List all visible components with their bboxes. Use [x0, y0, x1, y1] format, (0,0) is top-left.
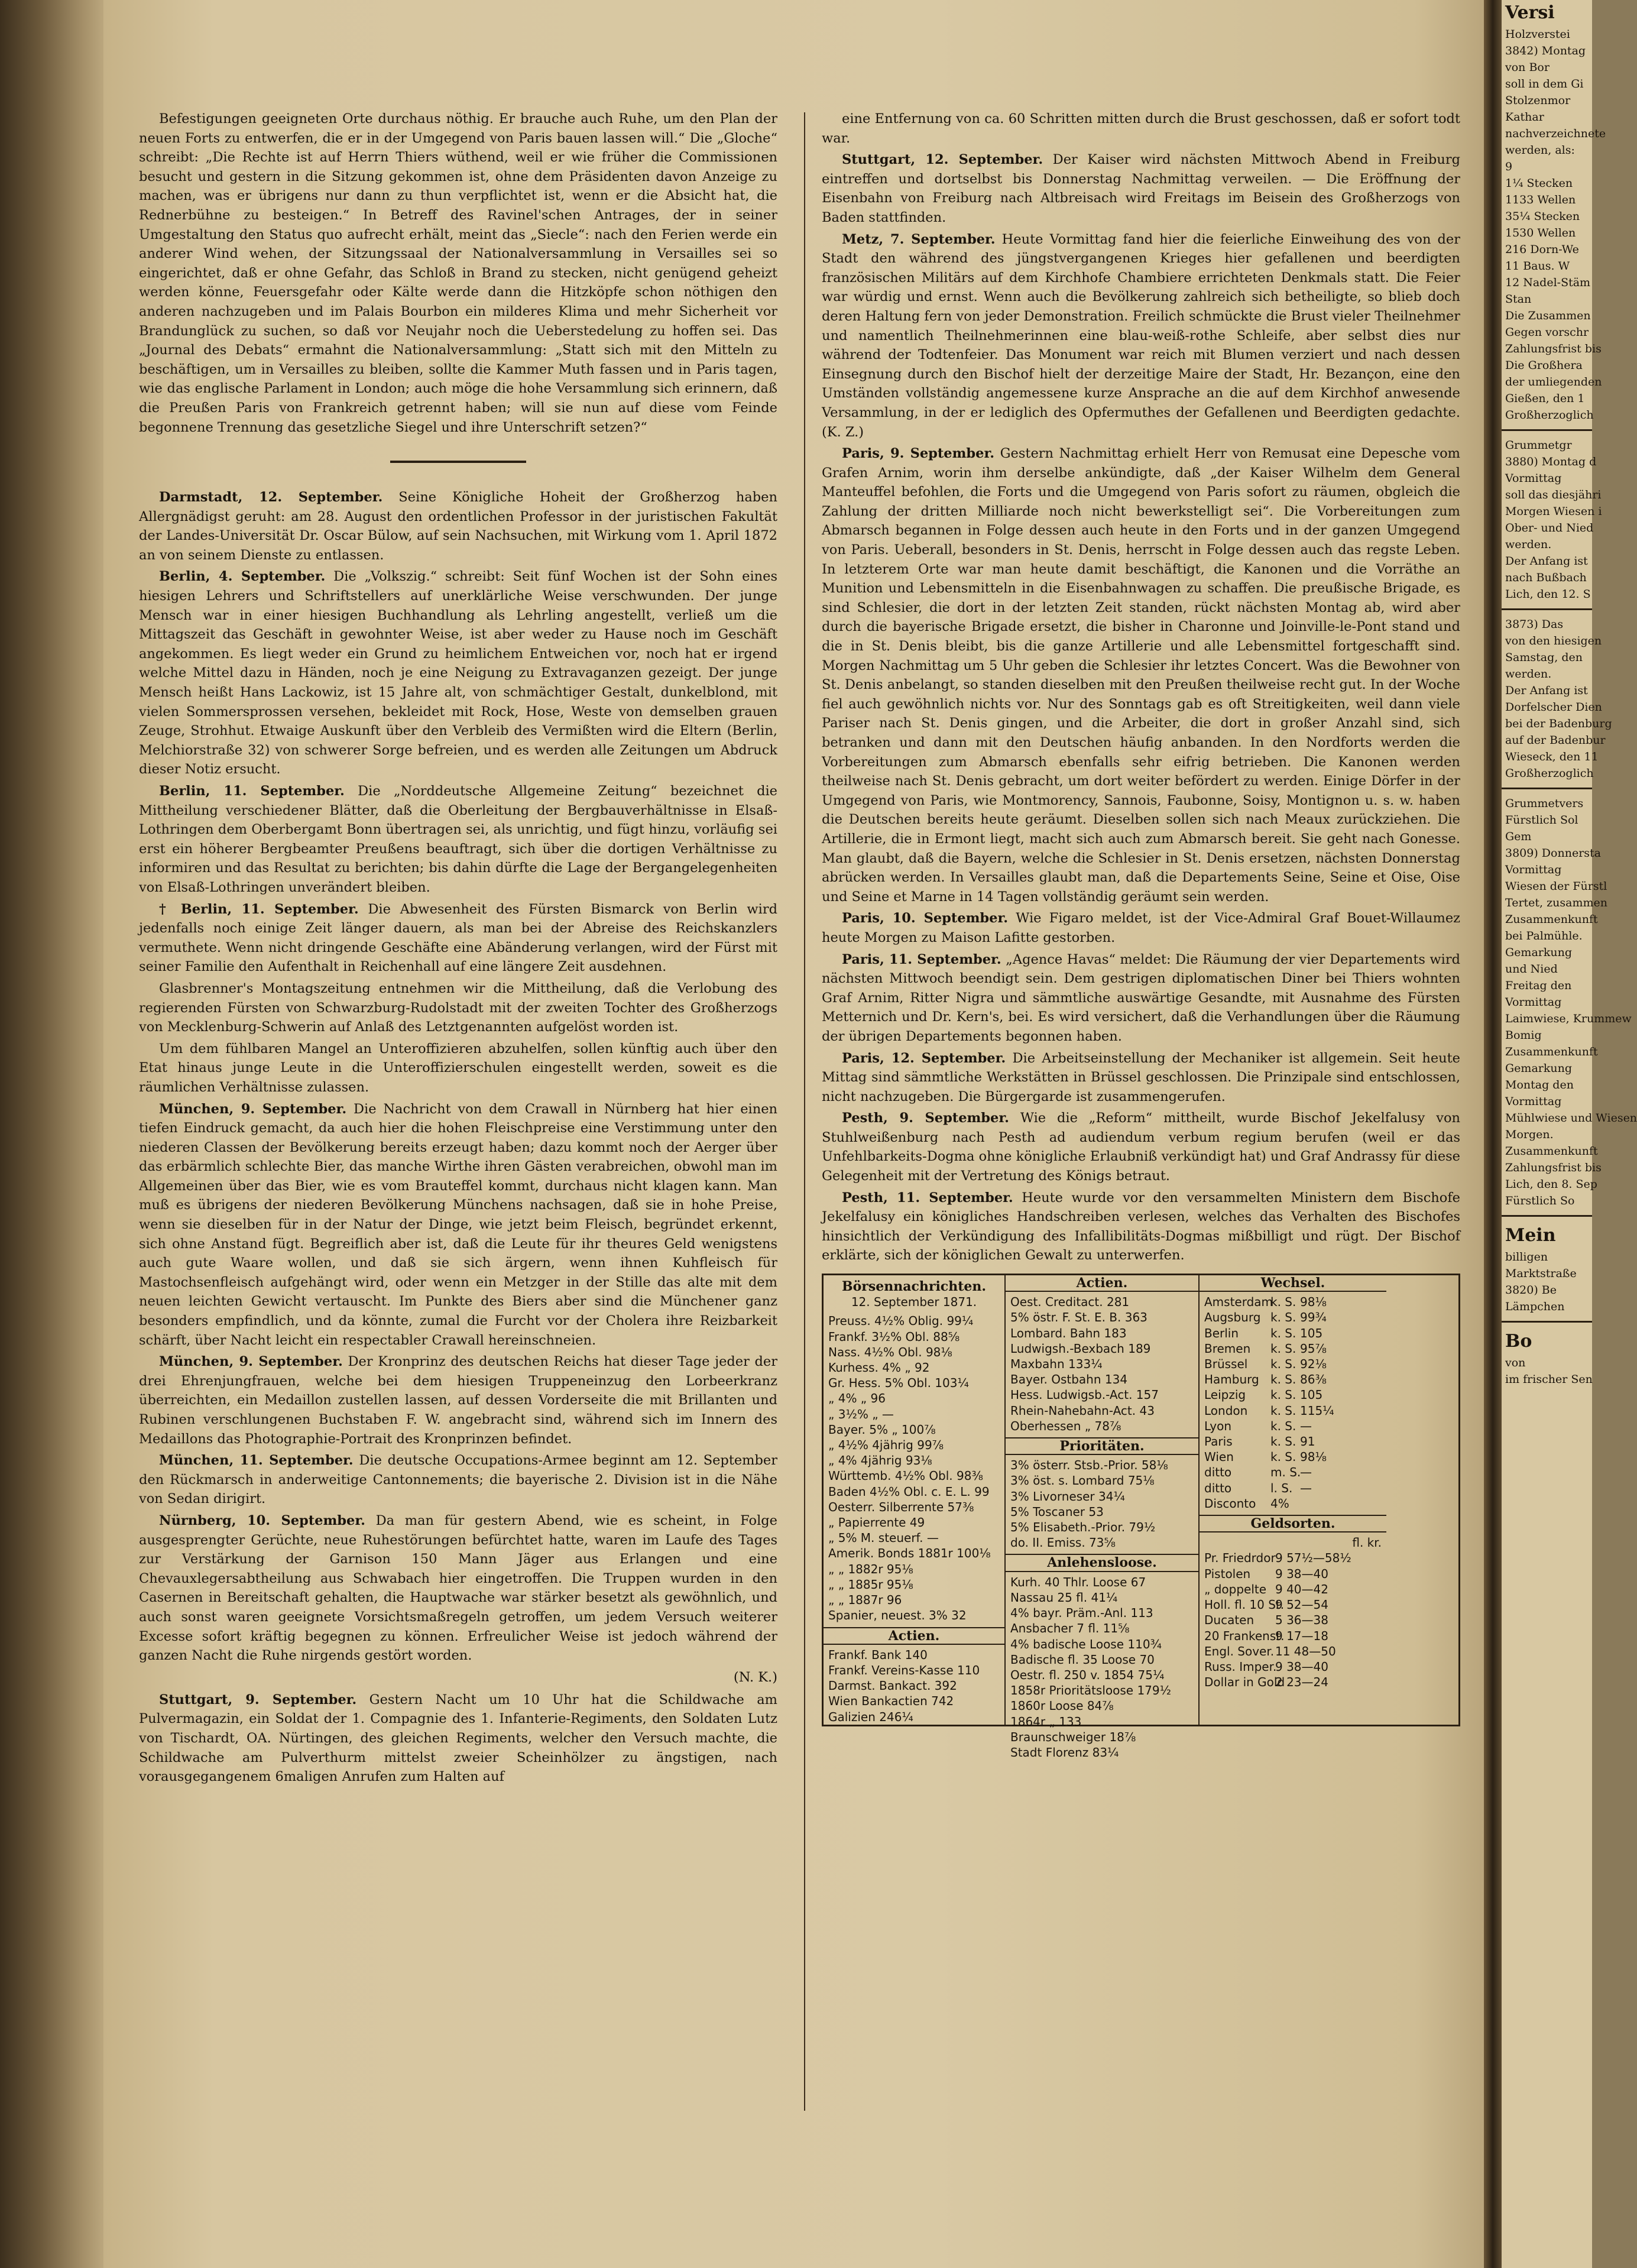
market-row: [1204, 1372, 1382, 1387]
market-row: [1204, 1387, 1382, 1402]
market-cell: 98⅛: [1300, 1450, 1327, 1465]
adjacent-page-text: Wiesen der Fürstl: [1505, 880, 1607, 893]
market-cell: 91: [1300, 1434, 1315, 1449]
market-row: 5% östr. F. St. E. B. 363: [1010, 1310, 1147, 1325]
market-cell: Paris: [1204, 1434, 1233, 1449]
market-cell: —: [1300, 1480, 1312, 1495]
adjacent-page-fragment: [1502, 0, 1637, 2268]
market-cell: Lyon: [1204, 1418, 1232, 1433]
market-cell: ditto: [1204, 1465, 1232, 1480]
market-cell: 4%: [1270, 1496, 1289, 1511]
adjacent-page-text: werden.: [1505, 538, 1552, 551]
market-cell: 105: [1300, 1326, 1323, 1340]
adjacent-page-text: Vormittag: [1505, 472, 1562, 485]
market-row: 3% öst. s. Lombard 75⅛: [1010, 1473, 1155, 1488]
market-row: [1204, 1480, 1382, 1496]
market-row: Braunschweiger 18⅞: [1010, 1729, 1136, 1744]
article-dateline: München, 9. September.: [159, 1101, 347, 1117]
article-text: Heute wurde vor den versammelten Ministern dem Bischofe Jekelfalusy ein königliches Handschreiben verlesen, welches das Verhalten des Bischofes hinsichtlich der Verkündigung des Infallibilitäts-Dogmas mißbilligt und rügt. Der Bischof erklärte, sich der königlichen Gewalt zu unterwerfen.: [822, 1190, 1460, 1263]
market-cell: Amsterdam: [1204, 1295, 1273, 1310]
market-row: [1204, 1550, 1382, 1566]
market-cell: Disconto: [1204, 1496, 1256, 1511]
market-cell: Engl. Sover.: [1204, 1644, 1275, 1658]
adjacent-page-text: werden, als:: [1505, 144, 1575, 157]
adjacent-page-text: Stan: [1505, 293, 1532, 306]
market-row: Bayer. 5% „ 100⅞: [828, 1422, 936, 1437]
market-row: Lombard. Bahn 183: [1010, 1326, 1127, 1340]
market-row: Frankf. Vereins-Kasse 110: [828, 1663, 980, 1677]
article-dateline: Nürnberg, 10. September.: [159, 1512, 365, 1528]
article-paragraph: [139, 1511, 777, 1666]
market-cell: 98⅛: [1300, 1295, 1327, 1310]
market-heading-actien: Actien.: [824, 1627, 1004, 1645]
market-row: [1204, 1566, 1382, 1582]
article-text: Gestern Nachmittag erhielt Herr von Remusat eine Depesche vom Grafen Arnim, worin ihm derselbe ankündigte, daß „der Kaiser Wilhelm dem General Manteuffel befohlen, die Forts und die Umgegend von Paris sofort zu räumen, obgleich die Zahlung der dritten Milliarde noch nicht bewerkstelligt sei“. Die Vorbereitungen zum Abmarsch begannen in Folge dessen auch heute in den Forts und in der ganzen Umgegend von Paris. Ueberall, besonders in St. Denis, herrscht in Folge dessen auch das regste Leben. In letzterem Orte war man heute damit beschäftigt, die Kanonen und die Vorräthe an Munition und Lebensmitteln in die Eisenbahnwagen zu schaffen. Die preußische Brigade, es sind Schlesier, die dort in der letzten Zeit standen, rückt nächsten Montag ab, wird aber durch die bayerische Brigade ersetzt, die bisher in Charonne und Joinville-le-Pont stand und die in St. Denis bleibt, bis die ganze Artillerie und alle Lebensmittel fortgeschafft sind. Morgen Nachmittag um 5 Uhr geben die Schlesier ihr letztes Concert. Was die Bewohner von St. Denis anbelangt, so standen dieselben mit den Preußen theilweise recht gut. In der Woche fiel auch gewöhnlich nichts vor. Nur des Sonntags gab es oft Streitigkeiten, weil dann viele Pariser nach St. Denis gingen, und die Arbeiter, die dort in großer Anzahl sind, sich betranken und dann mit den Deutschen häufig anbanden. In den Nordforts werden die Vorbereitungen zum Abmarsch ebenfalls sehr eifrig betrieben. Die Kanonen werden theilweise nach St. Denis gebracht, um dort weiter befördert zu werden. Einige Dörfer in der Umgegend von Paris, wie Montmorency, Sannois, Faubonne, Soisy, Montignon u. s. w. haben die Deutschen bereits heute geräumt. Dieselben sollen sich nach Meaux zurückziehen. Die Artillerie, die in Ermont liegt, macht sich auch zum Abmarsch bereit. Sie geht nach Gonesse. Man glaubt, daß die Bayern, welche die Schlesier in St. Denis ersetzen, nächsten Donnerstag abrücken werden. In Versailles glaubt man, daß die Departements Seine, Seine et Oise, Oise und Seine et Marne in 14 Tagen vollständig geräumt sein werden.: [822, 446, 1461, 905]
article-text: eine Entfernung von ca. 60 Schritten mitten durch die Brust geschossen, daß er sofort todt war.: [822, 111, 1460, 146]
market-cell: k. S.: [1270, 1372, 1296, 1387]
market-row: Frankf. Bank 140: [828, 1647, 928, 1662]
market-cell: 11 48—50: [1275, 1644, 1336, 1658]
market-cell: [1300, 1496, 1365, 1511]
section-separator: [390, 461, 526, 463]
adjacent-page-rule: [1502, 788, 1592, 789]
adjacent-page-text: Bomig: [1505, 1029, 1542, 1042]
adjacent-page-text: Vormittag: [1505, 1095, 1562, 1108]
market-cell: —: [1300, 1465, 1312, 1480]
market-row: [1204, 1628, 1382, 1644]
adjacent-page-text: 35¼ Stecken: [1505, 210, 1580, 223]
adjacent-page-text: und Nied: [1505, 963, 1558, 976]
market-row: 4% bayr. Präm.-Anl. 113: [1010, 1606, 1153, 1621]
adjacent-page-text: soll in dem Gi: [1505, 77, 1584, 90]
market-row: Kurhess. 4% „ 92: [828, 1360, 930, 1375]
article-text: Seine Königliche Hoheit der Großherzog haben Allergnädigst geruht: am 28. August den ordentlichen Professor in der juristischen Fakultät der Landes-Universität Dr. Oscar Bülow, auf sein Nachsuchen, mit Wirkung vom 1. April 1872 an von seinem Dienste zu entlassen.: [139, 490, 777, 563]
article-dateline: Paris, 9. September.: [842, 446, 995, 462]
left-column: [139, 109, 777, 1789]
article-text: Die „Volkszig.“ schreibt: Seit fünf Wochen ist der Sohn eines hiesigen Lehrers und Schriftstellers auf unerklärliche Weise verschwunden. Der junge Mensch war in einer hiesigen Buchhandlung als Lehrling angestellt, verließ um die Mittagszeit das Geschäft in gewohnter Weise, ist aber weder zu Hause noch im Geschäft angekommen. Es liegt weder ein Grund zu heimlichem Entweichen vor, noch hat er irgend welche Mittel dazu in Händen, noch je eine Neigung zu Extravaganzen gezeigt. Der junge Mensch heißt Hans Lackowiz, ist 15 Jahre alt, von schmächtiger Gestalt, dunkelblond, mit vielen Sommersprossen versehen, bekleidet mit Rock, Hose, Weste von demselben grauen Zeuge, Strohhut. Etwaige Auskunft über den Verbleib des Vermißten wird die Eltern (Berlin, Melchiorstraße 32) von schwerer Sorge befreien, und es werden alle Zeitungen um Abdruck dieser Notiz ersucht.: [139, 569, 777, 777]
adjacent-page-rule: [1502, 429, 1592, 431]
book-gutter: [1484, 0, 1502, 2268]
market-row: 1860r Loose 84⅞: [1010, 1699, 1114, 1713]
article-dateline: Paris, 10. September.: [842, 911, 1009, 926]
adjacent-page-text: 1530 Wellen: [1505, 226, 1576, 239]
adjacent-page-text: Freitag den: [1505, 979, 1572, 992]
market-cell: l. S.: [1270, 1480, 1293, 1495]
adjacent-page-text: 12 Nadel-Stäm: [1505, 276, 1591, 289]
market-column-actien: [1006, 1275, 1200, 1760]
adjacent-page-text: Gemarkung: [1505, 1062, 1572, 1075]
adjacent-page-text: Mühlwiese und Wiesen: [1505, 1112, 1637, 1125]
market-row: Darmst. Bankact. 392: [828, 1679, 957, 1693]
adjacent-page-rule: [1502, 1215, 1592, 1217]
adjacent-page-text: Morgen Wiesen i: [1505, 505, 1602, 518]
market-cell: Berlin: [1204, 1326, 1239, 1340]
adjacent-page-text: Der Anfang ist: [1505, 684, 1588, 697]
adjacent-page-text: werden.: [1505, 668, 1552, 681]
market-row: Bayer. Ostbahn 134: [1010, 1372, 1128, 1387]
market-row: [1204, 1612, 1382, 1628]
market-heading-anlehensloose: Anlehensloose.: [1006, 1554, 1198, 1572]
market-row: Baden 4½% Obl. c. E. L. 99: [828, 1484, 990, 1499]
adjacent-page-text: Großherzoglich: [1505, 767, 1594, 780]
adjacent-page-text: Zusammenkunft: [1505, 1045, 1598, 1058]
market-row: 1864r „ 133: [1010, 1714, 1082, 1729]
article-dateline: † Berlin, 11. September.: [159, 901, 359, 917]
adjacent-page-text: Bo: [1505, 1331, 1532, 1352]
adjacent-page-text: von Bor: [1505, 61, 1550, 74]
market-row: [1204, 1326, 1382, 1341]
market-row: Oestr. fl. 250 v. 1854 75¼: [1010, 1667, 1165, 1682]
market-cell: k. S.: [1270, 1310, 1296, 1325]
market-row: „ 4% „ 96: [828, 1391, 886, 1406]
market-row: „ 3½% „ —: [828, 1407, 894, 1421]
market-cell: Pistolen: [1204, 1566, 1251, 1581]
market-row: 4% badische Loose 110¾: [1010, 1637, 1162, 1651]
article-paragraph: [139, 109, 777, 437]
adjacent-page-text: Versi: [1505, 2, 1555, 23]
market-row: Galizien 246¼: [828, 1709, 913, 1724]
market-row: [1204, 1449, 1382, 1465]
market-row: Hess. Ludwigsb.-Act. 157: [1010, 1388, 1159, 1402]
adjacent-page-text: Grummetvers: [1505, 797, 1584, 810]
adjacent-page-text: Mein: [1505, 1225, 1556, 1246]
market-row: Oberhessen „ 78⅞: [1010, 1418, 1121, 1433]
adjacent-page-text: auf der Badenbur: [1505, 734, 1606, 747]
article-paragraph: [139, 488, 777, 565]
market-row: „ „ 1887r 96: [828, 1593, 902, 1608]
article-dateline: Berlin, 11. September.: [159, 783, 345, 799]
adjacent-page-text: Holzverstei: [1505, 28, 1570, 41]
adjacent-page-text: 3842) Montag: [1505, 44, 1586, 57]
article-paragraph: [822, 230, 1460, 442]
market-row: [1204, 1356, 1382, 1372]
currency-unit: fl. kr.: [1352, 1535, 1382, 1550]
market-row: 3% österr. Stsb.-Prior. 58⅛: [1010, 1458, 1168, 1473]
market-cell: 9 57½—58½: [1275, 1551, 1351, 1566]
adjacent-page-text: Gem: [1505, 830, 1532, 843]
adjacent-page-text: von: [1505, 1356, 1526, 1369]
market-row: [1204, 1659, 1382, 1674]
article-dateline: Paris, 11. September.: [842, 951, 1001, 967]
market-row: Nass. 4½% Obl. 98⅛: [828, 1344, 952, 1359]
adjacent-page-text: Zusammenkunft: [1505, 1145, 1598, 1158]
market-cell: m. S.: [1270, 1465, 1301, 1480]
market-title: Börsennachrichten.: [841, 1279, 987, 1295]
market-row: [1204, 1674, 1382, 1690]
article-paragraph: [822, 909, 1460, 947]
adjacent-page-text: im frischer Sen: [1505, 1373, 1593, 1386]
market-cell: Bremen: [1204, 1341, 1251, 1356]
market-row: Wien Bankactien 742: [828, 1694, 954, 1709]
market-row: Oesterr. Silberrente 57⅜: [828, 1499, 974, 1514]
market-row: Oest. Creditact. 281: [1010, 1295, 1130, 1310]
market-table: [822, 1274, 1460, 1760]
article-paragraph: [822, 150, 1460, 227]
article-dateline: Darmstadt, 12. September.: [159, 490, 383, 506]
market-cell: 9 40—42: [1275, 1582, 1328, 1596]
adjacent-page-text: der umliegenden: [1505, 375, 1602, 388]
market-row: [1204, 1434, 1382, 1449]
article-text: Heute Vormittag fand hier die feierliche Einweihung des von der Stadt den während des jüngstvergangenen Krieges hier gefallenen und beerdigten französischen Militärs auf dem Kirchhofe Chambiere errichteten Denkmals statt. Die Feier war würdig und ernst. Wenn auch die Bevölkerung zahlreich sich betheiligte, so blieb doch deren Haltung fern von jeder Demonstration. Freilich schmückte die Brust vieler Theilnehmer und namentlich Theilnehmerinnen eine blau-weiß-rothe Schleife, aber selbst dies nur während der Todtenfeier. Das Monument war reich mit Blumen verziert und nach dessen Einsegnung durch den Bischof hielt der derzeitige Maire der Stadt, Hr. Bezançon, eine den Umständen vollständig angemessene kurze Ansprache an die auf dem Kirchhof anwesende Versammlung, in der er lediglich des Opfermuthes der Gefallenen und Beerdigten gedachte. (K. Z.): [822, 231, 1460, 440]
right-column: [822, 109, 1461, 1760]
article-paragraph: [822, 950, 1460, 1046]
article-paragraph: [139, 1039, 777, 1097]
adjacent-page-text: Samstag, den: [1505, 651, 1583, 664]
article-paragraph: [822, 109, 1460, 148]
adjacent-page-text: 3809) Donnersta: [1505, 847, 1601, 860]
adjacent-page-text: Vormittag: [1505, 996, 1562, 1009]
market-date: 12. September 1871.: [851, 1295, 977, 1310]
adjacent-page-text: Wieseck, den 11: [1505, 750, 1599, 763]
article-text: Um dem fühlbaren Mangel an Unteroffizieren abzuhelfen, sollen künftig auch über den Etat hinaus junge Leute in die Unteroffizierschulen eingestellt werden, soweit es die räumlichen Verhältnisse zulassen.: [139, 1041, 777, 1095]
market-row: Ludwigsh.-Bexbach 189: [1010, 1341, 1151, 1356]
market-row: Maxbahn 133¼: [1010, 1357, 1103, 1372]
adjacent-page-text: nach Bußbach: [1505, 571, 1587, 584]
market-row: Nassau 25 fl. 41¼: [1010, 1590, 1118, 1605]
adjacent-page-text: von den hiesigen: [1505, 634, 1602, 647]
market-cell: Brüssel: [1204, 1357, 1248, 1372]
adjacent-page-text: bei Palmühle.: [1505, 929, 1583, 942]
market-row: 1858r Prioritätsloose 179½: [1010, 1683, 1172, 1698]
article-text: Die Nachricht von dem Crawall in Nürnberg hat hier einen tiefen Eindruck gemacht, da auch hier die hohen Fleischpreise eine Verstimmung unter den niederen Classen der Bevölkerung bereits erzeugt haben; dazu kommt noch der Aerger über das erbärmlich schlechte Bier, das manche Wirthe ihren Gästen verabreichen, obwohl man im Allgemeinen über das Bier, wie es vom Brauteffel kommt, durchaus nicht klagen kann. Man muß es übrigens der niederen Bevölkerung Münchens nachsagen, daß sie in hohe Preise, wenn sie dieselben für in der Natur der Dinge, wie jetzt beim Fleisch, begründet erkennt, sich ohne Anstand fügt. Begreiflich aber ist, daß die Leute für ihr theures Geld wenigstens auch gute Waare wollen, und daß sie sich ärgern, wenn ihnen Kuhfleisch für Mastochsenfleisch aufgehängt wird, oder wenn ein Metzger in der Stille das alte mit dem neuen leichten Gewicht vertauscht. Im Punkte des Biers aber sind die Münchener ganz besonders empfindlich, und da könnte, zumal die Furcht vor der Cholera ihre Reizbarkeit schärft, über Nacht leicht ein respectabler Crawall hereinschneien.: [139, 1101, 777, 1348]
market-cell: 86⅜: [1300, 1372, 1327, 1387]
market-heading-prioritaeten: Prioritäten.: [1006, 1437, 1198, 1455]
market-row: [1204, 1310, 1382, 1325]
market-row: [1204, 1582, 1382, 1597]
market-cell: Holl. fl. 10 St.: [1204, 1598, 1285, 1612]
adjacent-page-text: Fürstlich So: [1505, 1194, 1575, 1207]
market-cell: —: [1300, 1418, 1312, 1433]
article-dateline: Pesth, 11. September.: [842, 1190, 1013, 1206]
market-cell: 92⅛: [1300, 1357, 1327, 1372]
adjacent-page-text: Fürstlich Sol: [1505, 814, 1578, 827]
adjacent-page-text: Lich, den 8. Sep: [1505, 1178, 1597, 1191]
market-cell: 9 38—40: [1275, 1566, 1328, 1581]
article-dateline: Stuttgart, 12. September.: [842, 152, 1043, 168]
article-paragraph: [139, 782, 777, 898]
adjacent-page-text: Der Anfang ist: [1505, 555, 1588, 568]
article-text: Die Arbeitseinstellung der Mechaniker ist allgemein. Seit heute Mittag sind sämmtliche Werkstätten in Brüssel geschlossen. Die Prinzipale sind entschlossen, nicht nachzugeben. Die Bürgergarde ist zusammengerufen.: [822, 1050, 1460, 1104]
market-row: „ 5% M. steuerf. —: [828, 1531, 939, 1546]
market-row: do. II. Emiss. 73⅝: [1010, 1535, 1116, 1550]
article-paragraph: [139, 900, 777, 977]
market-row: Frankf. 3½% Obl. 88⅝: [828, 1329, 960, 1344]
adjacent-page-text: Grummetgr: [1505, 439, 1572, 452]
article-paragraph: [139, 1690, 777, 1787]
market-row: [1204, 1294, 1382, 1310]
article-paragraph: [139, 1100, 777, 1350]
market-cell: 115¼: [1300, 1403, 1334, 1418]
market-cell: 2 23—24: [1275, 1675, 1328, 1690]
article-text: Die Abwesenheit des Fürsten Bismarck von Berlin wird jedenfalls noch einige Zeit länger dauern, als man bei der Abreise des Reichskanzlers vermuthete. Wenn nicht dringende Geschäfte eine Abänderung verlangen, wird der Fürst mit seiner Familie den Aufenthalt in Reichenhall auf eine längere Zeit ausdehnen.: [139, 901, 777, 975]
market-column-bonds: [824, 1275, 1006, 1725]
market-cell: 9 52—54: [1275, 1598, 1328, 1612]
market-row: 5% Toscaner 53: [1010, 1504, 1104, 1519]
market-heading-geldsorten: Geldsorten.: [1200, 1515, 1386, 1532]
source-note: (N. K.): [733, 1669, 777, 1685]
market-cell: 99¾: [1300, 1310, 1327, 1325]
market-row: Badische fl. 35 Loose 70: [1010, 1652, 1155, 1667]
adjacent-page-text: Lich, den 12. S: [1505, 588, 1591, 601]
market-row: [1204, 1403, 1382, 1418]
market-cell: London: [1204, 1403, 1248, 1418]
market-cell: 105: [1300, 1388, 1323, 1402]
market-cell: k. S.: [1270, 1295, 1296, 1310]
market-cell: ditto: [1204, 1480, 1232, 1495]
article-dateline: München, 11. September.: [159, 1453, 354, 1469]
adjacent-page-text: 1133 Wellen: [1505, 193, 1576, 206]
market-row: Kurh. 40 Thlr. Loose 67: [1010, 1574, 1146, 1589]
book-edge-left: [0, 0, 103, 2268]
article-text: Die „Norddeutsche Allgemeine Zeitung“ bezeichnet die Mittheilung verschiedener Blätter, daß die Oberleitung der Bergbauverhältnisse in Elsaß-Lothringen dem Oberbergamt Bonn übertragen sei, als unrichtig, und fügt hinzu, vorläufig sei erst ein höherer Bergbeamter Preußens beauftragt, sich über die dortigen Verhältnisse zu informiren und das Resultat zu berichten; bis dahin dürfte die Lage der Bergangelegenheiten von Elsaß-Lothringen unverändert bleiben.: [139, 783, 777, 895]
market-cell: k. S.: [1270, 1403, 1296, 1418]
market-cell: 5 36—38: [1275, 1613, 1328, 1628]
market-cell: Ducaten: [1204, 1613, 1255, 1628]
market-cell: Pr. Friedrdor: [1204, 1551, 1276, 1566]
adjacent-page-text: Tertet, zusammen: [1505, 896, 1607, 909]
adjacent-page-text: 11 Baus. W: [1505, 260, 1570, 273]
market-row: Ansbacher 7 fl. 11⅝: [1010, 1621, 1130, 1636]
market-cell: k. S.: [1270, 1450, 1296, 1465]
market-cell: k. S.: [1270, 1326, 1296, 1340]
market-cell: 95⅞: [1300, 1341, 1327, 1356]
market-row: Spanier, neuest. 3% 32: [828, 1608, 967, 1623]
adjacent-page-text: Dorfelscher Dien: [1505, 701, 1602, 714]
market-heading: Actien.: [1006, 1275, 1198, 1292]
market-cell: Wien: [1204, 1450, 1234, 1465]
adjacent-page-text: Ober- und Nied: [1505, 521, 1594, 534]
article-text: Gestern Nacht um 10 Uhr hat die Schildwache am Pulvermagazin, ein Soldat der 1. Compagnie des 1. Infanterie-Regiments, den Soldaten Lutz von Tischardt, OA. Nürtingen, des gleichen Regiments, welcher den Versuch machte, die Schildwache am Pulverthurm mittelst zweier Scheinhölzer zu ängstigen, nach vorausgegangenem 6maligen Anrufen zum Halten auf: [139, 1692, 777, 1785]
adjacent-page-text: Montag den: [1505, 1078, 1574, 1091]
market-row: Stadt Florenz 83¼: [1010, 1745, 1119, 1760]
adjacent-page-text: Zusammenkunft: [1505, 913, 1598, 926]
market-row: Württemb. 4½% Obl. 98⅜: [828, 1469, 983, 1483]
article-paragraph: [822, 1188, 1460, 1265]
adjacent-page-rule: [1502, 1321, 1592, 1323]
adjacent-page-text: billigen: [1505, 1250, 1548, 1263]
market-cell: k. S.: [1270, 1388, 1296, 1402]
market-cell: Russ. Imper.: [1204, 1659, 1277, 1674]
article-dateline: Metz, 7. September.: [842, 231, 996, 247]
market-row: [1204, 1496, 1382, 1511]
market-cell: Hamburg: [1204, 1372, 1259, 1387]
adjacent-page-text: 3873) Das: [1505, 618, 1564, 631]
market-cell: 9 38—40: [1275, 1659, 1328, 1674]
article-paragraph: [822, 444, 1460, 906]
adjacent-page-text: Morgen.: [1505, 1128, 1554, 1141]
article-paragraph: [139, 979, 777, 1037]
market-row: Rhein-Nahebahn-Act. 43: [1010, 1403, 1155, 1418]
article-dateline: Pesth, 9. September.: [842, 1110, 1009, 1126]
article-text: Wie Figaro meldet, ist der Vice-Admiral Graf Bouet-Willaumez heute Morgen zu Maison Lafitte gestorben.: [822, 911, 1461, 945]
newspaper-page: [103, 0, 1484, 2268]
adjacent-page-text: 3820) Be: [1505, 1284, 1557, 1297]
market-heading-wechsel: Wechsel.: [1200, 1275, 1386, 1292]
market-cell: k. S.: [1270, 1418, 1296, 1433]
adjacent-page-text: 3880) Montag d: [1505, 455, 1597, 468]
adjacent-page-rule: [1502, 608, 1592, 610]
article-text: Der Kronprinz des deutschen Reichs hat dieser Tage jeder der drei Ehrenjungfrauen, welche bei dem hiesigen Truppeneinzug den Lorbeerkranz überreichten, ein Medaillon zustellen lassen, auf dessen Vorderseite die mit Brillanten und Rubinen verschlungenen Buchstaben F. W. angebracht sind, während sich im Innern des Medaillons das Photographie-Portrait des Kronprinzen befindet.: [139, 1354, 777, 1447]
market-column-wechsel: [1200, 1275, 1386, 1725]
article-text: Da man für gestern Abend, wie es scheint, in Folge ausgesprengter Gerüchte, neue Ruhestörungen befürchtet hatte, waren im Laufe des Tages zur Verstärkung der Garnison 150 Mann Jäger aus Erlangen und eine Chevauxlegersabtheilung aus Schwabach hier eingetroffen. Die Truppen wurden in den Casernen in Bereitschaft gehalten, die Hauptwache war stärker besetzt als gewöhnlich, und auch sonst waren geeignete Vorsichtsmaßregeln getroffen, um jedem Versuch weiterer Excesse sofort kräftig begegnen zu können. Erfreulicher Weise ist jedoch während der ganzen Nacht die Ruhe nirgends gestört worden.: [139, 1512, 777, 1664]
article-text: „Agence Havas“ meldet: Die Räumung der vier Departements wird nächsten Mittwoch beendigt sein. Dem gestrigen diplomatischen Diner bei Thiers wohnten Graf Arnim, Ritter Nigra und sämmtliche auswärtige Gesandte, mit Ausnahme des Fürsten Metternich und Dr. Kern's, bei. Es wird versichert, daß die Verhandlungen über die Räumung der übrigen Departements begonnen haben.: [822, 951, 1461, 1044]
adjacent-page-text: Vormittag: [1505, 863, 1562, 876]
article-dateline: München, 9. September.: [159, 1354, 343, 1370]
adjacent-page-text: soll das diesjähri: [1505, 488, 1602, 501]
adjacent-page-text: Lämpchen: [1505, 1300, 1565, 1313]
article-text: Glasbrenner's Montagszeitung entnehmen wir die Mittheilung, daß die Verlobung des regierenden Fürsten von Schwarzburg-Rudolstadt mit der zweiten Tochter des Großherzogs von Mecklenburg-Schwerin auf Anlaß des Letztgenannten aufgelöst worden ist.: [139, 980, 777, 1035]
article-dateline: Paris, 12. September.: [842, 1050, 1006, 1066]
article-text: Wie die „Reform“ mittheilt, wurde Bischof Jekelfalusy von Stuhlweißenburg nach Pesth ad audiendum verbum regium berufen (weil er das Unfehlbarkeits-Dogma ohne königliche Erlaubniß verkündigt hat) und Graf Andrassy für diese Gelegenheit mit der Vertretung des Königs betraut.: [822, 1110, 1460, 1184]
market-row: „ „ 1882r 95⅛: [828, 1561, 913, 1576]
market-row: [1204, 1644, 1382, 1659]
article-dateline: Stuttgart, 9. September.: [159, 1692, 357, 1708]
adjacent-page-text: Gießen, den 1: [1505, 392, 1585, 405]
market-row: [1204, 1418, 1382, 1434]
market-row: „ „ 1885r 95⅛: [828, 1577, 913, 1592]
market-row: „ Papierrente 49: [828, 1515, 925, 1530]
market-cell: „ doppelte: [1204, 1582, 1267, 1596]
article-text: Der Kaiser wird nächsten Mittwoch Abend in Freiburg eintreffen und dortselbst bis Donnerstag Nachmittag verweilen. — Die Eröffnung der Eisenbahn von Freiburg nach Altbreisach wird Freitags im Beisein des Großherzogs von Baden stattfinden.: [822, 152, 1460, 225]
adjacent-page-text: Stolzenmor: [1505, 94, 1571, 107]
adjacent-page-text: 216 Dorn-We: [1505, 243, 1579, 256]
adjacent-page-text: Gegen vorschr: [1505, 326, 1589, 339]
market-row: [1204, 1341, 1382, 1356]
column-divider: [804, 112, 805, 2111]
adjacent-page-text: Kathar: [1505, 111, 1544, 124]
article-paragraph: [822, 1109, 1460, 1185]
adjacent-page-text: 1¼ Stecken: [1505, 177, 1573, 190]
market-row: Amerik. Bonds 1881r 100⅛: [828, 1546, 991, 1561]
market-row: Preuss. 4½% Oblig. 99¼: [828, 1314, 974, 1329]
article-paragraph: [139, 567, 777, 779]
article-paragraph: [139, 1352, 777, 1449]
market-cell: 9 17—18: [1275, 1628, 1328, 1643]
adjacent-page-text: Marktstraße: [1505, 1267, 1577, 1280]
market-row: 3% Livorneser 34¼: [1010, 1489, 1125, 1504]
article-text: Befestigungen geeigneten Orte durchaus nöthig. Er brauche auch Ruhe, um den Plan der neuen Forts zu entwerfen, die er in der Umgegend von Paris bauen lassen will.“ Die „Gloche“ schreibt: „Die Rechte ist auf Herrn Thiers wüthend, weil er wie früher die Commissionen besucht und gestern in die Sitzung gekommen ist, ohne dem Präsidenten davon Anzeige zu machen, was er übrigens nur dann zu thun verpflichtet ist, wenn er die Absicht hat, die Rednerbühne zu besteigen.“ In Betreff des Ravinel'schen Antrages, der in seiner Umgestaltung den Status quo aufrecht erhält, meint das „Siecle“: nach den Ferien werde ein anderer Wind wehen, der Sitzungssaal der Nationalversammlung in Versailles sei so eingerichtet, daß er ohne Gefahr, das Schloß in Brand zu stecken, nicht genügend geheizt werden könne, Feuersgefahr oder Kälte werde dann die Hitzköpfe schon nöthigen den anderen nachzugeben und im Palais Bourbon ein milderes Klima und mehr Sicherheit vor Brandunglück zu suchen, so daß vor Neujahr noch die Ueberstedelung zu hoffen sei. Das „Journal des Debats“ ermahnt die Nationalversammlung: „Statt sich mit den Mitteln zu beschäftigen, um in Versailles zu bleiben, sollte die Kammer Muth fassen und in Paris tagen, wie das englische Parlament in London; auch möge die hohe Versammlung sich erinnern, daß die Preußen Paris von Frankreich getrennt haben; will sie nun auf diese vom Feinde begonnene Trennung das gesetzliche Siegel und ihre Unterschrift setzen?“: [139, 111, 777, 435]
adjacent-page-text: Die Zusammen: [1505, 309, 1591, 322]
adjacent-page-text: Laimwiese, Krummew: [1505, 1012, 1632, 1025]
adjacent-page-text: Großherzoglich: [1505, 409, 1594, 422]
article-paragraph: [822, 1049, 1460, 1107]
adjacent-page-text: Zahlungsfrist bis: [1505, 342, 1602, 355]
market-row: [1204, 1465, 1382, 1480]
article-text: Die deutsche Occupations-Armee beginnt am 12. September den Rückmarsch in anderweitige Cantonnements; die bayerische 2. Division ist in die Nähe von Sedan dirigirt.: [139, 1453, 777, 1507]
market-cell: k. S.: [1270, 1357, 1296, 1372]
adjacent-page-text: nachverzeichnete: [1505, 127, 1606, 140]
market-row: [1204, 1597, 1382, 1612]
market-row: „ 4½% 4jährig 99⅞: [828, 1438, 944, 1453]
market-row: 5% Elisabeth.-Prior. 79½: [1010, 1520, 1156, 1535]
market-row: „ 4% 4jährig 93⅛: [828, 1453, 932, 1468]
market-cell: Dollar in Gold: [1204, 1675, 1285, 1690]
adjacent-page-text: Gemarkung: [1505, 946, 1572, 959]
adjacent-page-text: bei der Badenburg: [1505, 717, 1612, 730]
article-paragraph: [139, 1451, 777, 1509]
market-cell: Leipzig: [1204, 1388, 1246, 1402]
market-cell: Augsburg: [1204, 1310, 1261, 1325]
market-cell: k. S.: [1270, 1434, 1296, 1449]
adjacent-page-text: Die Großhera: [1505, 359, 1583, 372]
adjacent-page-text: 9: [1505, 160, 1513, 173]
market-cell: 20 Frankenst.: [1204, 1628, 1285, 1643]
market-row: Gr. Hess. 5% Obl. 103¼: [828, 1376, 969, 1391]
adjacent-page-text: Zahlungsfrist bis: [1505, 1161, 1602, 1174]
article-dateline: Berlin, 4. September.: [159, 569, 326, 585]
market-cell: k. S.: [1270, 1341, 1296, 1356]
